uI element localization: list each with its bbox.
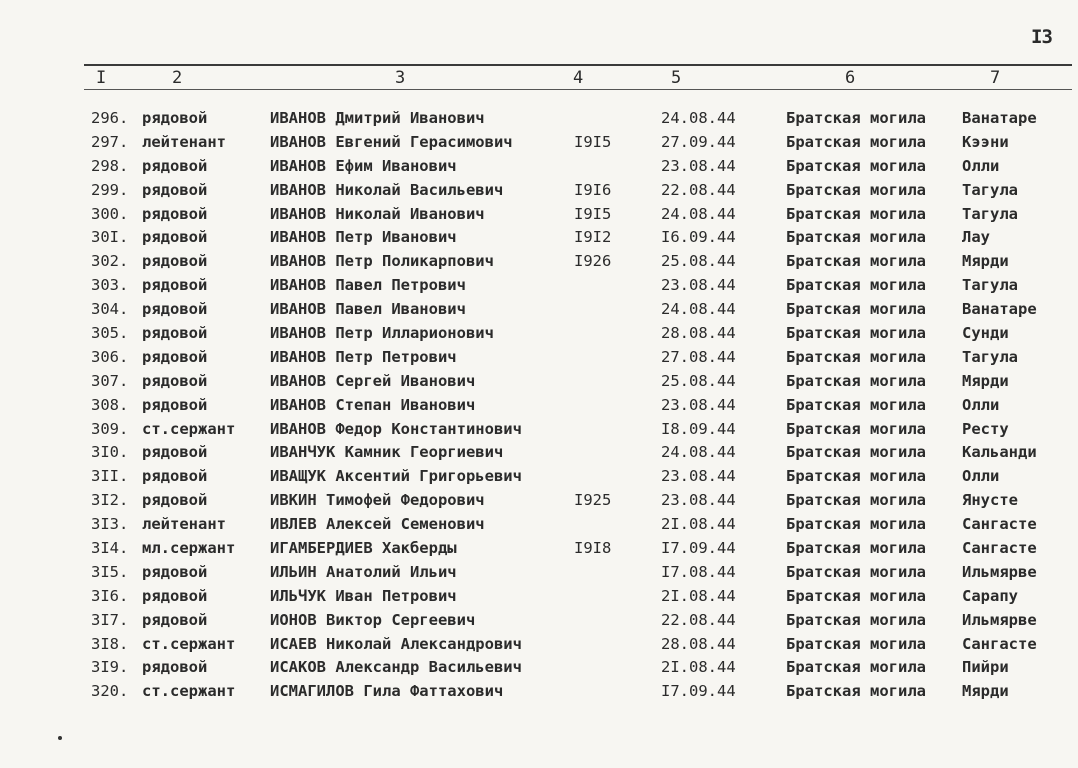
death-date: I6.09.44	[661, 228, 736, 247]
full-name: ИВАНОВ Ефим Иванович	[270, 156, 457, 175]
entry-number: 320.	[91, 682, 129, 701]
table-row	[0, 203, 1078, 227]
village: Ильмярве	[962, 562, 1037, 581]
village: Сарапу	[962, 586, 1018, 605]
entry-number: 3I9.	[91, 658, 129, 677]
death-date: 23.08.44	[661, 395, 736, 414]
burial-place: Братская могила	[786, 156, 926, 175]
burial-place: Братская могила	[786, 658, 926, 677]
table-row	[0, 155, 1078, 179]
entry-number: 3I4.	[91, 539, 129, 558]
rank: мл.сержант	[142, 539, 236, 558]
full-name: ИСМАГИЛОВ Гила Фаттахович	[270, 682, 504, 701]
birth-year: I9I8	[574, 539, 612, 558]
death-date: 25.08.44	[661, 252, 736, 271]
entry-number: 3I0.	[91, 443, 129, 462]
table-row	[0, 346, 1078, 370]
full-name: ИВАНЧУК Камник Георгиевич	[270, 443, 504, 462]
full-name: ИВАНОВ Федор Константинович	[270, 419, 522, 438]
entry-number: 300.	[91, 204, 129, 223]
rank: рядовой	[142, 324, 208, 343]
rank: рядовой	[142, 276, 208, 295]
death-date: 24.08.44	[661, 204, 736, 223]
table-row	[0, 226, 1078, 250]
table-row	[0, 322, 1078, 346]
column-header-1: I	[96, 68, 107, 88]
page-number: I3	[1031, 26, 1052, 48]
burial-place: Братская могила	[786, 300, 926, 319]
table-row	[0, 680, 1078, 704]
table-row	[0, 465, 1078, 489]
full-name: ИВАНОВ Павел Петрович	[270, 276, 466, 295]
rank: рядовой	[142, 109, 208, 127]
death-date: 27.08.44	[661, 347, 736, 366]
table-row	[0, 179, 1078, 203]
full-name: ИВАНОВ Петр Поликарпович	[270, 252, 494, 271]
entry-number: 309.	[91, 419, 129, 438]
entry-number: 3I3.	[91, 515, 129, 534]
burial-place: Братская могила	[786, 276, 926, 295]
village: Сангасте	[962, 539, 1037, 558]
table-row	[0, 298, 1078, 322]
burial-place: Братская могила	[786, 491, 926, 510]
entry-number: 304.	[91, 300, 129, 319]
village: Янусте	[962, 491, 1018, 510]
death-date: 28.08.44	[661, 324, 736, 343]
table-row	[0, 513, 1078, 537]
burial-place: Братская могила	[786, 395, 926, 414]
burial-place: Братская могила	[786, 204, 926, 223]
entry-number: 302.	[91, 252, 129, 271]
table-row	[0, 418, 1078, 442]
village: Мярди	[962, 252, 1009, 271]
table-row	[0, 441, 1078, 465]
death-date: I7.09.44	[661, 682, 736, 701]
death-date: 22.08.44	[661, 180, 736, 199]
rank: рядовой	[142, 252, 208, 271]
burial-place: Братская могила	[786, 443, 926, 462]
death-date: 24.08.44	[661, 300, 736, 319]
column-header-4: 4	[573, 68, 584, 88]
village: Мярди	[962, 371, 1009, 390]
birth-year: I925	[574, 491, 612, 510]
entry-number: 307.	[91, 371, 129, 390]
death-date: 2I.08.44	[661, 586, 736, 605]
rank: рядовой	[142, 610, 208, 629]
village: Тагула	[962, 180, 1018, 199]
village: Тагула	[962, 204, 1018, 223]
rank: рядовой	[142, 491, 208, 510]
entry-number: 298.	[91, 156, 129, 175]
entry-number: 3II.	[91, 467, 129, 486]
burial-place: Братская могила	[786, 252, 926, 271]
rank: ст.сержант	[142, 634, 236, 653]
table-header	[84, 64, 1072, 94]
scan-speck	[58, 736, 62, 740]
death-date: 23.08.44	[661, 156, 736, 175]
village: Мярди	[962, 682, 1009, 701]
burial-place: Братская могила	[786, 371, 926, 390]
rank: лейтенант	[142, 132, 226, 151]
table-row	[0, 656, 1078, 680]
village: Сунди	[962, 324, 1009, 343]
death-date: 23.08.44	[661, 467, 736, 486]
rank: ст.сержант	[142, 419, 236, 438]
death-date: 24.08.44	[661, 109, 736, 127]
full-name: ИВАНОВ Петр Иванович	[270, 228, 457, 247]
death-date: I7.09.44	[661, 539, 736, 558]
entry-number: 296.	[91, 109, 129, 127]
table-row	[0, 561, 1078, 585]
village: Тагула	[962, 347, 1018, 366]
table-row	[0, 274, 1078, 298]
table-row	[0, 107, 1078, 131]
rank: рядовой	[142, 586, 208, 605]
full-name: ИСАЕВ Николай Александрович	[270, 634, 522, 653]
rank: рядовой	[142, 180, 208, 199]
burial-place: Братская могила	[786, 515, 926, 534]
death-date: 27.09.44	[661, 132, 736, 151]
death-date: 2I.08.44	[661, 658, 736, 677]
rank: рядовой	[142, 467, 208, 486]
full-name: ИВАНОВ Сергей Иванович	[270, 371, 476, 390]
full-name: ИГАМБЕРДИЕВ Хакберды	[270, 539, 457, 558]
table-row	[0, 131, 1078, 155]
column-header-7: 7	[990, 68, 1001, 88]
table-row	[0, 585, 1078, 609]
rank: рядовой	[142, 395, 208, 414]
entry-number: 305.	[91, 324, 129, 343]
rank: лейтенант	[142, 515, 226, 534]
death-date: 25.08.44	[661, 371, 736, 390]
full-name: ИОНОВ Виктор Сергеевич	[270, 610, 476, 629]
rank: рядовой	[142, 204, 208, 223]
death-date: 2I.08.44	[661, 515, 736, 534]
table-body	[0, 107, 1078, 704]
full-name: ИВАНОВ Павел Иванович	[270, 300, 466, 319]
rank: ст.сержант	[142, 682, 236, 701]
burial-place: Братская могила	[786, 682, 926, 701]
entry-number: 297.	[91, 132, 129, 151]
rank: рядовой	[142, 156, 208, 175]
full-name: ИСАКОВ Александр Васильевич	[270, 658, 522, 677]
full-name: ИВАНОВ Петр Илларионович	[270, 324, 494, 343]
full-name: ИВАНОВ Николай Васильевич	[270, 180, 504, 199]
death-date: I7.08.44	[661, 562, 736, 581]
birth-year: I9I2	[574, 228, 612, 247]
entry-number: 3I6.	[91, 586, 129, 605]
village: Ильмярве	[962, 610, 1037, 629]
burial-place: Братская могила	[786, 539, 926, 558]
death-date: 28.08.44	[661, 634, 736, 653]
full-name: ИВАНОВ Евгений Герасимович	[270, 132, 513, 151]
table-row	[0, 394, 1078, 418]
burial-place: Братская могила	[786, 324, 926, 343]
entry-number: 306.	[91, 347, 129, 366]
death-date: 24.08.44	[661, 443, 736, 462]
full-name: ИВАНОВ Николай Иванович	[270, 204, 485, 223]
header-top-rule	[84, 64, 1072, 66]
village: Сангасте	[962, 515, 1037, 534]
entry-number: 308.	[91, 395, 129, 414]
village: Олли	[962, 467, 1000, 486]
full-name: ИВАНОВ Петр Петрович	[270, 347, 457, 366]
death-date: 23.08.44	[661, 491, 736, 510]
entry-number: 3I8.	[91, 634, 129, 653]
column-header-3: 3	[395, 68, 406, 88]
burial-place: Братская могила	[786, 109, 926, 127]
table-row	[0, 609, 1078, 633]
column-header-5: 5	[671, 68, 682, 88]
burial-place: Братская могила	[786, 586, 926, 605]
village: Кээни	[962, 132, 1009, 151]
full-name: ИЛЬЧУК Иван Петрович	[270, 586, 457, 605]
full-name: ИЛЬИН Анатолий Ильич	[270, 562, 457, 581]
death-date: 22.08.44	[661, 610, 736, 629]
table-row	[0, 489, 1078, 513]
burial-place: Братская могила	[786, 562, 926, 581]
village: Сангасте	[962, 634, 1037, 653]
burial-place: Братская могила	[786, 180, 926, 199]
table-row	[0, 633, 1078, 657]
death-date: I8.09.44	[661, 419, 736, 438]
entry-number: 3I2.	[91, 491, 129, 510]
burial-place: Братская могила	[786, 610, 926, 629]
table-row	[0, 250, 1078, 274]
village: Олли	[962, 156, 1000, 175]
burial-place: Братская могила	[786, 467, 926, 486]
column-header-6: 6	[845, 68, 856, 88]
burial-place: Братская могила	[786, 228, 926, 247]
birth-year: I9I5	[574, 204, 612, 223]
rank: рядовой	[142, 300, 208, 319]
burial-place: Братская могила	[786, 634, 926, 653]
birth-year: I926	[574, 252, 612, 271]
rank: рядовой	[142, 371, 208, 390]
birth-year: I9I6	[574, 180, 612, 199]
death-date: 23.08.44	[661, 276, 736, 295]
full-name: ИВАНОВ Дмитрий Иванович	[270, 109, 485, 127]
entry-number: 3I5.	[91, 562, 129, 581]
table-row	[0, 537, 1078, 561]
burial-place: Братская могила	[786, 347, 926, 366]
rank: рядовой	[142, 658, 208, 677]
village: Ванатаре	[962, 109, 1037, 127]
village: Пийри	[962, 658, 1009, 677]
village: Ванатаре	[962, 300, 1037, 319]
entry-number: 303.	[91, 276, 129, 295]
village: Олли	[962, 395, 1000, 414]
village: Лау	[962, 228, 990, 247]
rank: рядовой	[142, 228, 208, 247]
entry-number: 299.	[91, 180, 129, 199]
burial-place: Братская могила	[786, 132, 926, 151]
entry-number: 30I.	[91, 228, 129, 247]
table-row	[0, 370, 1078, 394]
full-name: ИВАНОВ Степан Иванович	[270, 395, 476, 414]
village: Кальанди	[962, 443, 1037, 462]
birth-year: I9I5	[574, 132, 612, 151]
full-name: ИВКИН Тимофей Федорович	[270, 491, 485, 510]
entry-number: 3I7.	[91, 610, 129, 629]
rank: рядовой	[142, 562, 208, 581]
village: Тагула	[962, 276, 1018, 295]
column-header-2: 2	[172, 68, 183, 88]
village: Ресту	[962, 419, 1009, 438]
full-name: ИВЛЕВ Алексей Семенович	[270, 515, 485, 534]
burial-place: Братская могила	[786, 419, 926, 438]
full-name: ИВАЩУК Аксентий Григорьевич	[270, 467, 522, 486]
rank: рядовой	[142, 443, 208, 462]
header-bottom-rule	[84, 89, 1072, 90]
rank: рядовой	[142, 347, 208, 366]
